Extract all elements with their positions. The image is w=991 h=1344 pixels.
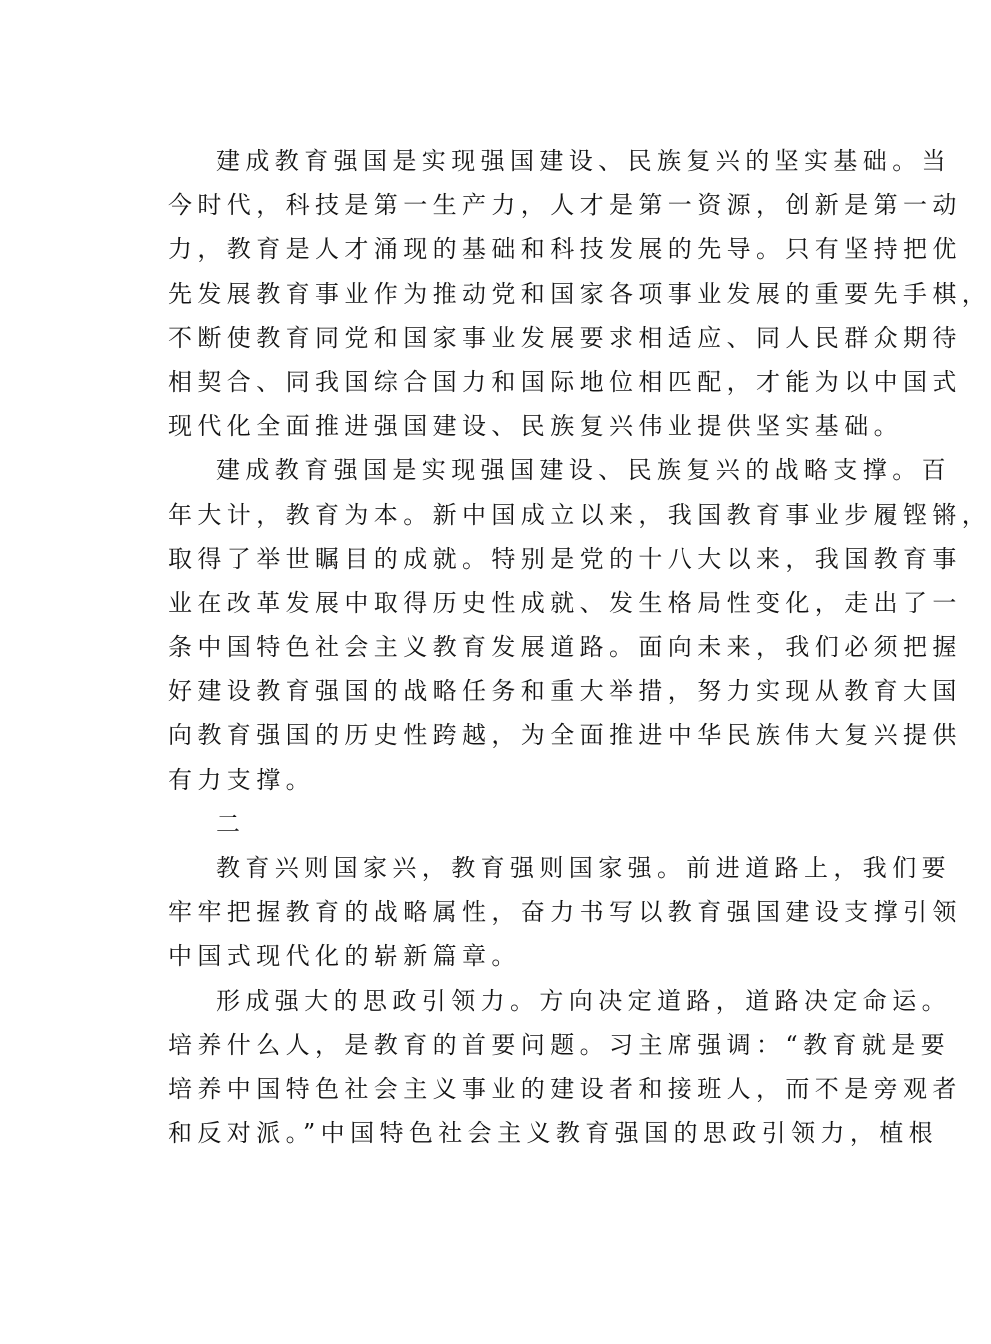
text-line: 今时代，科技是第一生产力，人才是第一资源，创新是第一动 <box>168 191 962 220</box>
text-line: 教育兴则国家兴，教育强则国家强。前进道路上，我们要 <box>216 854 951 882</box>
text-line: 先发展教育事业作为推动党和国家各项事业发展的重要先手棋， <box>168 279 991 308</box>
section-number: 二 <box>216 809 246 838</box>
text-line: 不断使教育同党和国家事业发展要求相适应、同人民群众期待 <box>168 323 962 352</box>
text-line: 好建设教育强国的战略任务和重大举措，努力实现从教育大国 <box>168 677 962 706</box>
text-line: 中国式现代化的崭新篇章。 <box>168 942 521 971</box>
section-heading <box>120 802 825 846</box>
text-line: 力，教育是人才涌现的基础和科技发展的先导。只有坚持把优 <box>168 235 962 264</box>
text-line: 年大计，教育为本。新中国成立以来，我国教育事业步履铿锵， <box>168 500 991 529</box>
text-line: 培养什么人，是教育的首要问题。习主席强调：“教育就是要 <box>168 1030 951 1059</box>
text-line: 和反对派。”中国特色社会主义教育强国的思政引领力，植根 <box>168 1119 939 1148</box>
paragraph-strategic-support <box>120 448 991 802</box>
text-line: 现代化全面推进强国建设、民族复兴伟业提供坚实基础。 <box>168 412 903 441</box>
text-line: 建成教育强国是实现强国建设、民族复兴的战略支撑。百 <box>216 456 951 485</box>
text-line: 相契合、同我国综合国力和国际地位相匹配，才能为以中国式 <box>168 367 962 396</box>
text-line: 条中国特色社会主义教育发展道路。面向未来，我们必须把握 <box>168 633 962 662</box>
paragraph-ideological-guidance <box>120 979 962 1156</box>
text-line: 业在改革发展中取得历史性成就、发生格局性变化，走出了一 <box>168 588 962 617</box>
paragraph-foundation <box>120 139 991 448</box>
text-line: 有力支撑。 <box>168 765 315 794</box>
text-line: 牢牢把握教育的战略属性，奋力书写以教育强国建设支撑引领 <box>168 898 962 927</box>
paragraph-intro <box>120 846 962 979</box>
text-line: 培养中国特色社会主义事业的建设者和接班人，而不是旁观者 <box>168 1074 962 1103</box>
text-line: 取得了举世瞩目的成就。特别是党的十八大以来，我国教育事 <box>168 544 962 573</box>
document-body <box>120 139 991 1155</box>
text-line: 建成教育强国是实现强国建设、民族复兴的坚实基础。当 <box>216 147 951 175</box>
text-line: 向教育强国的历史性跨越，为全面推进中华民族伟大复兴提供 <box>168 721 962 750</box>
text-line: 形成强大的思政引领力。方向决定道路，道路决定命运。 <box>216 986 951 1015</box>
